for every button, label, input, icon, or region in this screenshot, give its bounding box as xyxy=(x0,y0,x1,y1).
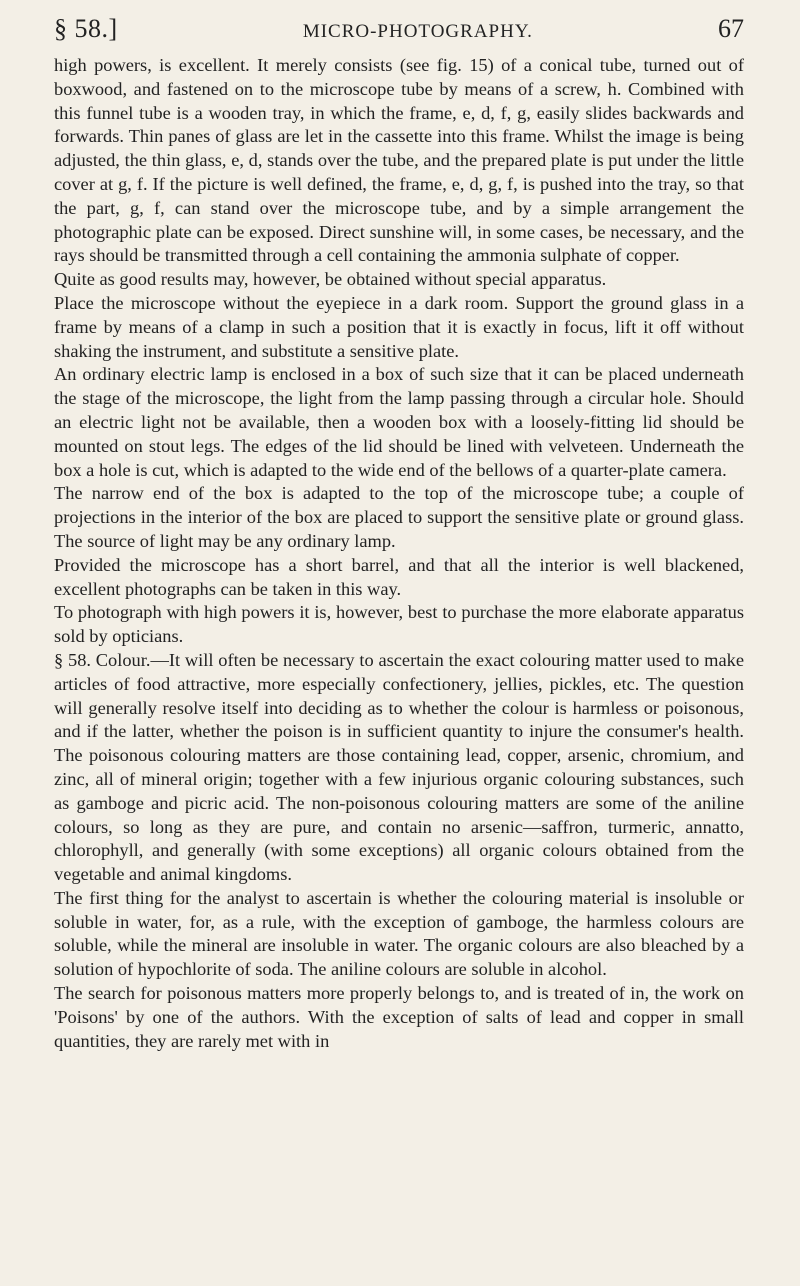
paragraph: An ordinary electric lamp is enclosed in a box of such size that it can be placed underneath the stage of the microscope, the light from the lamp passing through a circular hole. Should an electric light not be available, then a wooden box with a loosely-fitting lid should be mounted on stout legs. The edges of the lid should be lined with velveteen. Underneath the box a hole is cut, which is adapted to the wide end of the bellows of a quarter-plate camera. xyxy=(54,364,744,480)
paragraph: high powers, is excellent. It merely consists (see fig. 15) of a conical tube, turned out of boxwood, and fastened on to the microscope tube by means of a screw, h. Combined with this funnel tube is a wooden tray, in which the frame, e, d, f, g, easily slides backwards and forwards. Thin panes of glass are let in the cassette into this frame. Whilst the image is being adjusted, the thin glass, e, d, stands over the tube, and the prepared plate is put under the little cover at g, f. If the picture is well defined, the frame, e, d, g, f, is pushed into the tray, so that the part, g, f, can stand over the microscope tube, and by a simple arrangement the photographic plate can be exposed. Direct sunshine will, in some cases, be necessary, and the rays should be transmitted through a cell containing the ammonia sulphate of copper. xyxy=(54,55,744,266)
running-header xyxy=(54,14,744,54)
paragraph: To photograph with high powers it is, however, best to purchase the more elaborate apparatus sold by opticians. xyxy=(54,602,744,647)
page-number: 67 xyxy=(718,14,744,43)
paragraph: Place the microscope without the eyepiece in a dark room. Support the ground glass in a frame by means of a clamp in such a position that it is exactly in focus, lift it off without shaking the instrument, and substitute a sensitive plate. xyxy=(54,292,744,361)
paragraph: The search for poisonous matters more properly belongs to, and is treated of in, the work on 'Poisons' by one of the authors. With the exception of salts of lead and copper in small quantities, they are rarely met with in xyxy=(54,983,744,1051)
paragraph: The narrow end of the box is adapted to the top of the microscope tube; a couple of projections in the interior of the box are placed to support the sensitive plate or ground glass. The source of light may be any ordinary lamp. xyxy=(54,483,744,551)
paragraph: § 58. Colour.—It will often be necessary to ascertain the exact colouring matter used to make articles of food attractive, more especially confectionery, jellies, pickles, etc. The question will generally resolve itself into deciding as to whether the colour is harmless or poisonous, and if the latter, whether the poison is in sufficient quantity to injure the consumer's health. The poisonous colouring matters are those containing lead, copper, arsenic, chromium, and zinc, all of mineral origin; together with a few injurious organic colouring substances, such as gamboge and picric acid. The non-poisonous colouring matters are some of the aniline colours, so long as they are pure, and contain no arsenic—saffron, turmeric, annatto, chlorophyll, and generally (with some exceptions) all organic colours obtained from the vegetable and animal kingdoms. xyxy=(54,649,744,885)
body-text xyxy=(54,54,744,1053)
paragraph: The first thing for the analyst to ascertain is whether the colouring material is insoluble or soluble in water, for, as a rule, with the exception of gamboge, the harmless colours are soluble, while the mineral are insoluble in water. The organic colours are also bleached by a solution of hypochlorite of soda. The aniline colours are soluble in alcohol. xyxy=(54,887,744,980)
paragraph: Provided the microscope has a short barrel, and that all the interior is well blackened, excellent photographs can be taken in this way. xyxy=(54,554,744,599)
paragraph: Quite as good results may, however, be obtained without special apparatus. xyxy=(54,269,607,290)
section-reference: § 58.] xyxy=(54,14,118,43)
running-title: MICRO-PHOTOGRAPHY. xyxy=(302,21,533,42)
